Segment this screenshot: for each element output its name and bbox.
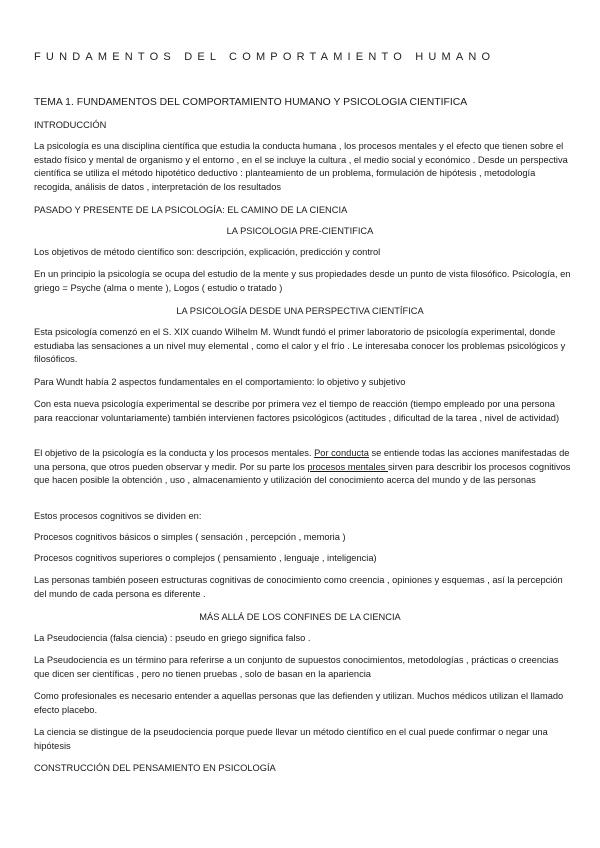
objeto-underline-conducta: Por conducta [314,448,369,458]
estructuras-paragraph: Las personas también poseen estructuras cognitivas de conocimiento como creencia , opiniones y esquemas , así la percepción del mundo de cada persona es diferente . [34,575,563,599]
precientifica-heading: LA PSICOLOGIA PRE-CIENTIFICA [226,226,374,236]
pasado-heading: PASADO Y PRESENTE DE LA PSICOLOGÍA: EL CAMINO DE LA CIENCIA [34,205,348,215]
principio-paragraph: En un principio la psicología se ocupa del estudio de la mente y sus propiedades desde un punto de vista filosófico. Psicología, en griego = Psyche (alma o mente ), Logos ( estudio o tratado ) [34,269,571,293]
confines-heading: MÁS ALLÁ DE LOS CONFINES DE LA CIENCIA [199,612,401,622]
basicos-paragraph: Procesos cognitivos básicos o simples ( sensación , percepción , memoria ) [34,532,346,542]
profesionales-paragraph: Como profesionales es necesario entender a aquellas personas que las defienden y utilizan. Muchos médicos utilizan el llamado efecto placebo. [34,691,564,715]
tema-title: TEMA 1. FUNDAMENTOS DEL COMPORTAMIENTO HUMANO Y PSICOLOGIA CIENTIFICA [34,97,468,108]
pseudo-definition-paragraph: La Pseudociencia (falsa ciencia) : pseudo en griego significa falso . [34,633,311,643]
construccion-heading: CONSTRUCCIÓN DEL PENSAMIENTO EN PSICOLOGÍA [34,763,276,773]
pseudo-termino-paragraph: La Pseudociencia es un término para referirse a un conjunto de supuestos conocimientos, metodologías , prácticas o creencias que dicen ser científicas , pero no tienen pruebas , solo de basan en la apariencia [34,655,559,679]
objeto-paragraph [34,447,574,488]
perspectiva-heading: LA PSICOLOGÍA DESDE UNA PERSPECTIVA CIENTÍFICA [176,306,424,316]
procesos-division-paragraph: Estos procesos cognitivos se dividen en: [34,511,202,521]
intro-heading: INTRODUCCIÓN [34,120,107,130]
intro-paragraph: La psicología es una disciplina científica que estudia la conducta humana , los procesos mentales y el efecto que tienen sobre el estado físico y mental de organismo y el entorno , en el se incluye la cultura , el medio social y económico . Desde un perspectiva científica se utiliza el método hipotético deductivo : planteamiento de un problema, formulación de hipótesis , metodología recogida, análisis de datos , interpretación de los resultados [34,141,568,192]
document-title: FUNDAMENTOS DEL COMPORTAMIENTO HUMANO [34,51,496,63]
objeto-text-post: sirven para describir los procesos cognitivos que hacen posible la obtención , uso , almacenamiento y utilización del conocimiento acerca del mundo y de las personas [34,461,571,485]
distingue-paragraph: La ciencia se distingue de la pseudociencia porque puede llevar un método científico en el cual puede confirmar o negar una hipótesis [34,727,548,751]
superiores-paragraph: Procesos cognitivos superiores o complejos ( pensamiento , lenguaje , inteligencia) [34,553,377,563]
wundt-paragraph: Esta psicología comenzó en el S. XIX cuando Wilhelm M. Wundt fundó el primer laboratorio de psicología experimental, donde estudiaba las sensaciones a un nivel muy elemental , como el calor y el frío . Le interesaba conocer los problemas psicológicos y filosóficos. [34,327,566,364]
reaccion-paragraph: Con esta nueva psicología experimental se describe por primera vez el tiempo de reacción (tiempo empleado por una persona para reaccionar voluntariamente) también intervienen factores psicológicos (actitudes , dificultad de la tarea , nivel de actividad) [34,399,560,423]
objeto-underline-procesos: procesos mentales [307,461,389,472]
objetivos-paragraph: Los objetivos de método científico son: descripción, explicación, predicción y control [34,247,381,257]
aspectos-paragraph: Para Wundt había 2 aspectos fundamentales en el comportamiento: lo objetivo y subjetivo [34,377,406,387]
objeto-text-pre: El objetivo de la psicología es la conducta y los procesos mentales. [34,448,315,458]
objeto-text-mid: se entiende todas las acciones manifestadas de una persona, que otros pueden observar y medir. Por su parte los [34,448,570,472]
